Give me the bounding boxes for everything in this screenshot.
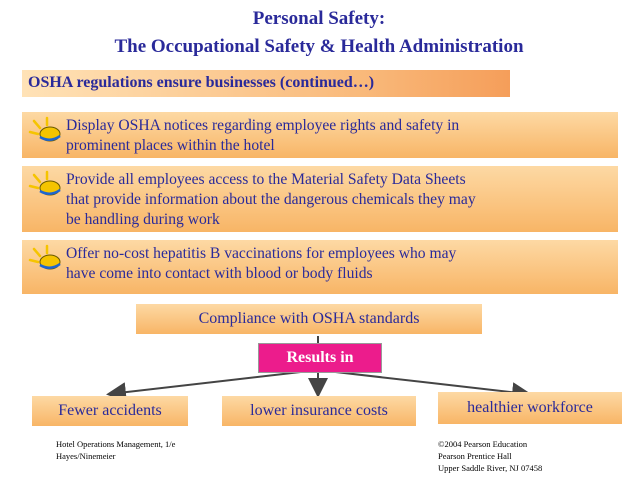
outcome-lower-insurance-costs: lower insurance costs	[222, 396, 416, 426]
bullet-text-2: Provide all employees access to the Material Safety Data Sheets that provide information about the dangerous chemicals they may be handling during work	[66, 171, 476, 228]
slide-title-line1: Personal Safety:	[252, 8, 386, 29]
results-in-box: Results in	[258, 343, 382, 373]
bullet-text-1: Display OSHA notices regarding employee rights and safety in prominent places within the hotel	[66, 117, 460, 154]
compliance-box: Compliance with OSHA standards	[136, 304, 482, 334]
subtitle-text: OSHA regulations ensure businesses (continued…)	[28, 74, 375, 91]
bullet-text-3: Offer no-cost hepatitis B vaccinations for employees who may have come into contact with blood or body fluids	[66, 245, 457, 282]
slide-title-line2: The Occupational Safety & Health Administration	[114, 36, 524, 57]
outcome-healthier-workforce: healthier workforce	[438, 392, 622, 424]
outcome-fewer-accidents: Fewer accidents	[32, 396, 188, 426]
footer-right: ©2004 Pearson Education Pearson Prentice Hall Upper Saddle River, NJ 07458	[438, 439, 543, 473]
footer-left: Hotel Operations Management, 1/e Hayes/Ninemeier	[56, 439, 176, 461]
